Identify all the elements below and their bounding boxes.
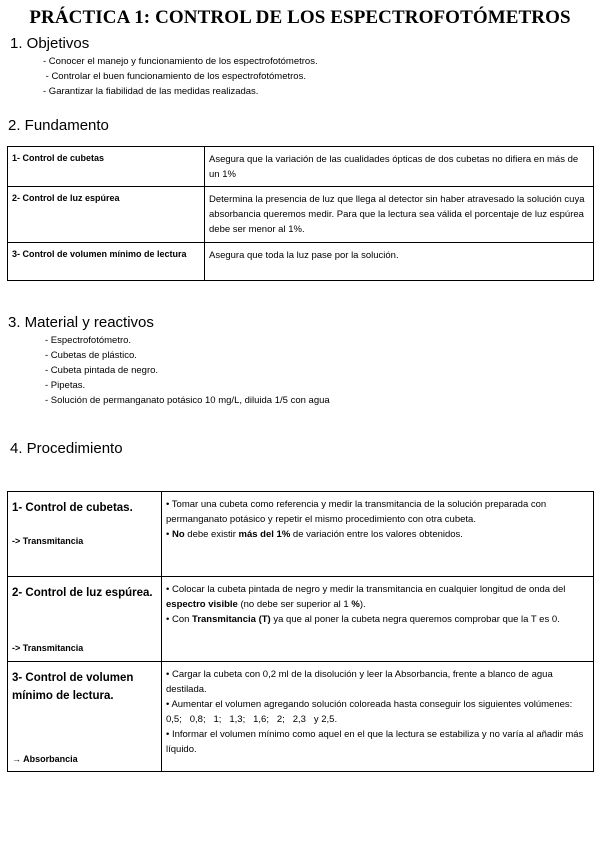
fundamento-table xyxy=(7,146,594,281)
measure-label: -> Transmitancia xyxy=(12,536,84,546)
list-item: - Pipetas. xyxy=(45,380,86,391)
instruction-line: • Tomar una cubeta como referencia y medir la transmitancia de la solución preparada con permanganato potásico y repetir el mismo procedimiento con otra cubeta. xyxy=(166,499,547,525)
step-label: 2- Control de luz espúrea. xyxy=(12,587,153,599)
section-heading-procedimiento: 4. Procedimiento xyxy=(10,440,123,457)
table-row xyxy=(8,187,594,243)
table-cell-text: Asegura que toda la luz pase por la solución. xyxy=(205,243,594,281)
table-row xyxy=(8,147,594,187)
table-row xyxy=(8,577,594,662)
table-cell-text xyxy=(162,577,594,662)
table-row xyxy=(8,243,594,281)
list-item: - Solución de permanganato potásico 10 mg/L, diluida 1/5 con agua xyxy=(45,395,330,406)
material-list xyxy=(45,333,330,408)
step-label: 3- Control de volumen mínimo de lectura. xyxy=(12,672,134,702)
instruction-line: • Colocar la cubeta pintada de negro y medir la transmitancia en cualquier longitud de onda del espectro visible (no debe ser superior al 1 %). xyxy=(166,584,566,610)
table-cell-label: 1- Control de cubetas xyxy=(8,147,205,187)
list-item: - Controlar el buen funcionamiento de los espectrofotómetros. xyxy=(43,71,306,82)
procedimiento-table xyxy=(7,491,594,772)
list-item: - Espectrofotómetro. xyxy=(45,335,132,346)
table-cell-label xyxy=(8,577,162,662)
list-item: - Cubeta pintada de negro. xyxy=(45,365,159,376)
section-heading-objetivos: 1. Objetivos xyxy=(10,35,90,52)
list-item: - Cubetas de plástico. xyxy=(45,350,137,361)
instruction-line: • Aumentar el volumen agregando solución coloreada hasta conseguir los siguientes volúmenes: 0,5; 0,8; 1; 1,3; 1,6; 2; 2,3 y 2,5. xyxy=(166,699,575,725)
table-cell-label: 2- Control de luz espúrea xyxy=(8,187,205,243)
table-cell-text: Asegura que la variación de las cualidades ópticas de dos cubetas no difiera en más de un 1% xyxy=(205,147,594,187)
table-cell-label: 3- Control de volumen mínimo de lectura xyxy=(8,243,205,281)
table-cell-label xyxy=(8,662,162,772)
instruction-line: • Informar el volumen mínimo como aquel en el que la lectura se estabiliza y no varía al añadir más líquido. xyxy=(166,729,584,755)
objetivos-list xyxy=(43,54,318,99)
section-heading-fundamento: 2. Fundamento xyxy=(8,117,109,134)
instruction-line: • No debe existir más del 1% de variación entre los valores obtenidos. xyxy=(166,529,463,540)
table-cell-text xyxy=(162,662,594,772)
instruction-line: • Con Transmitancia (T) ya que al poner la cubeta negra queremos comprobar que la T es 0. xyxy=(166,614,560,625)
table-row xyxy=(8,492,594,577)
table-row xyxy=(8,662,594,772)
measure-label: → Absorbancia xyxy=(12,754,78,764)
table-cell-label xyxy=(8,492,162,577)
list-item: - Conocer el manejo y funcionamiento de los espectrofotómetros. xyxy=(43,56,318,67)
instruction-line: • Cargar la cubeta con 0,2 ml de la disolución y leer la Absorbancia, frente a blanco de agua destilada. xyxy=(166,669,553,695)
list-item: - Garantizar la fiabilidad de las medidas realizadas. xyxy=(43,86,259,97)
step-label: 1- Control de cubetas. xyxy=(12,502,133,514)
table-cell-text: Determina la presencia de luz que llega al detector sin haber atravesado la solución cuya absorbancia queremos medir. Para que la lectura sea válida el porcentaje de luz espúrea debe ser menor al 1%. xyxy=(205,187,594,243)
table-cell-text xyxy=(162,492,594,577)
page-title: PRÁCTICA 1: CONTROL DE LOS ESPECTROFOTÓMETROS xyxy=(29,7,571,28)
section-heading-material: 3. Material y reactivos xyxy=(8,314,154,331)
measure-label: -> Transmitancia xyxy=(12,643,84,653)
